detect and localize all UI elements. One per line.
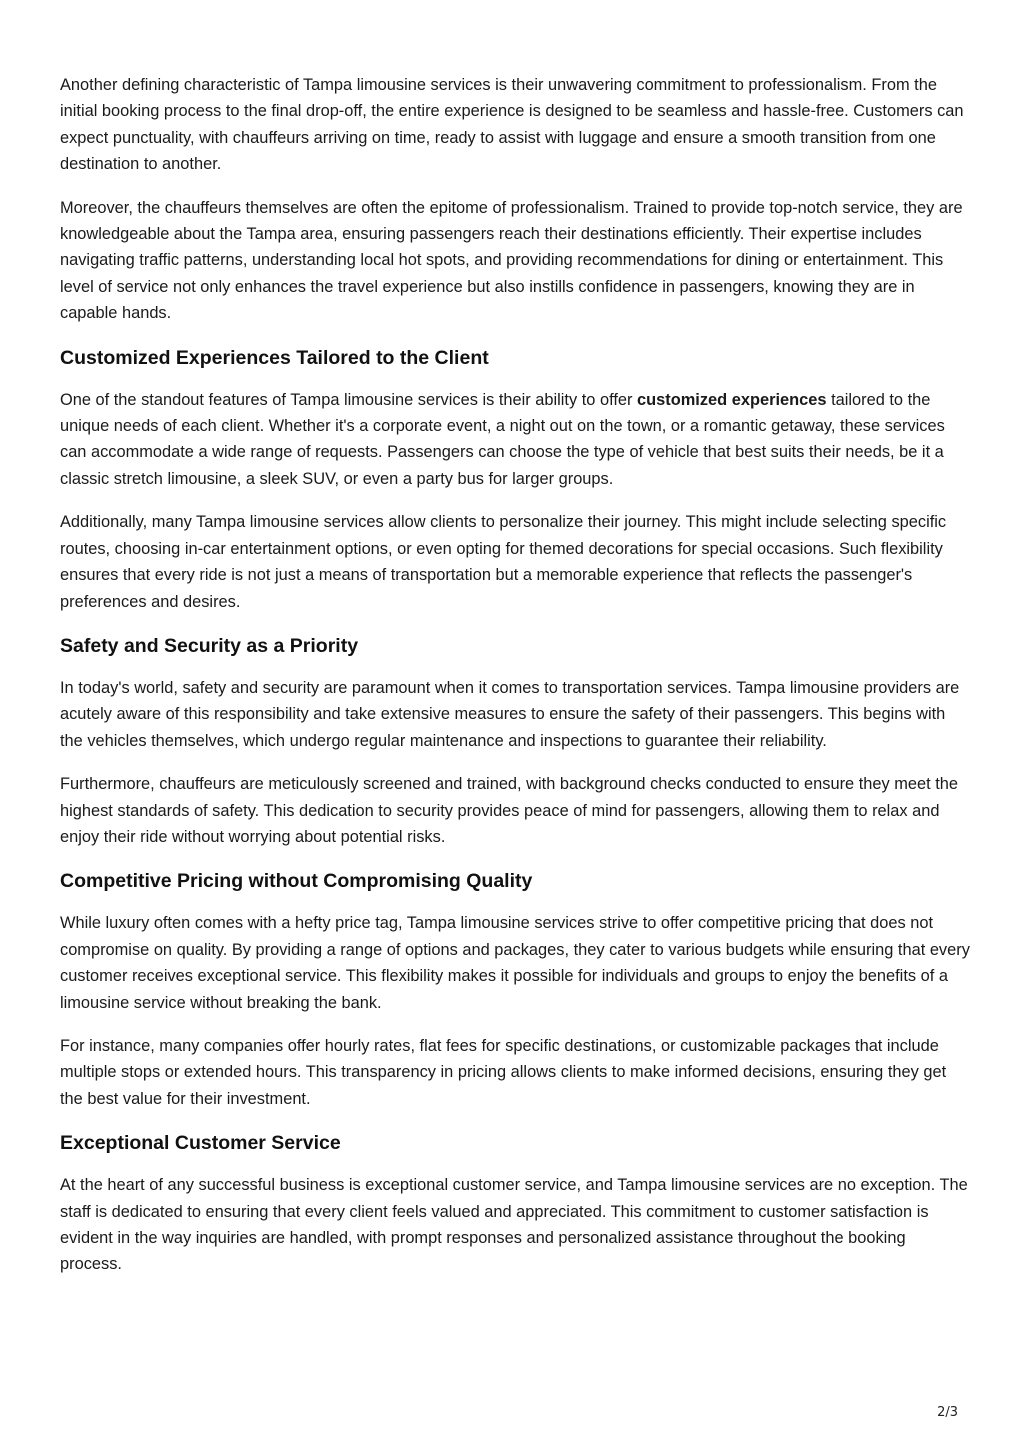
paragraph: Furthermore, chauffeurs are meticulously screened and trained, with background checks conducted to ensure they meet the highest standards of safety. This dedication to security provides peace of mind for passengers, allowing them to relax and enjoy their ride without worrying about potential risks.: [60, 775, 959, 846]
bold-phrase: customized experiences: [637, 390, 827, 409]
paragraph: Moreover, the chauffeurs themselves are often the epitome of professionalism. Trained to provide top-notch service, they are knowledgeable about the Tampa area, ensuring passengers reach their destinations efficiently. Their expertise includes navigating traffic patterns, understanding local hot spots, and providing recommendations for dining or entertainment. This level of service not only enhances the travel experience but also instills confidence in passengers, knowing they are in capable hands.: [60, 198, 963, 323]
section-heading: Competitive Pricing without Compromising Quality: [60, 870, 533, 893]
paragraph: At the heart of any successful business is exceptional customer service, and Tampa limousine services are no exception. The staff is dedicated to ensuring that every client feels valued and appreciated. This commitment to customer satisfaction is evident in the way inquiries are handled, with prompt responses and personalized assistance throughout the booking process.: [60, 1176, 968, 1274]
paragraph: In today's world, safety and security are paramount when it comes to transportation services. Tampa limousine providers are acutely aware of this responsibility and take extensive measures to ensure the safety of their passengers. This begins with the vehicles themselves, which undergo regular maintenance and inspections to guarantee their reliability.: [60, 678, 960, 750]
section-heading: Exceptional Customer Service: [60, 1132, 341, 1155]
page-number: 2/3: [937, 1405, 958, 1420]
paragraph-text: tailored to the unique needs of each client. Whether it's a corporate event, a night out on the town, or a romantic getaway, these services can accommodate a wide range of requests. Passengers can choose the type of vehicle that best suits their needs, be it a classic stretch limousine, a sleek SUV, or even a party bus for larger groups.: [60, 390, 945, 488]
section-heading: Safety and Security as a Priority: [60, 634, 359, 657]
section-heading: Customized Experiences Tailored to the Client: [60, 346, 489, 369]
paragraph: While luxury often comes with a hefty price tag, Tampa limousine services strive to offer competitive pricing that does not compromise on quality. By providing a range of options and packages, they cater to various budgets while ensuring that every customer receives exceptional service. This flexibility makes it possible for individuals and groups to enjoy the benefits of a limousine service without breaking the bank.: [60, 914, 970, 1012]
paragraph: For instance, many companies offer hourly rates, flat fees for specific destinations, or customizable packages that include multiple stops or extended hours. This transparency in pricing allows clients to make informed decisions, ensuring they get the best value for their investment.: [60, 1036, 947, 1108]
paragraph-text: One of the standout features of Tampa limousine services is their ability to offer: [60, 390, 638, 409]
document-body: [60, 72, 970, 1295]
paragraph: Additionally, many Tampa limousine services allow clients to personalize their journey. This might include selecting specific routes, choosing in-car entertainment options, or even opting for themed decorations for special occasions. Such flexibility ensures that every ride is not just a means of transportation but a memorable experience that reflects the passenger's preferences and desires.: [60, 513, 947, 611]
paragraph: [60, 387, 970, 493]
paragraph: Another defining characteristic of Tampa limousine services is their unwavering commitment to professionalism. From the initial booking process to the final drop-off, the entire experience is designed to be seamless and hassle-free. Customers can expect punctuality, with chauffeurs arriving on time, ready to assist with luggage and ensure a smooth transition from one destination to another.: [60, 76, 964, 174]
